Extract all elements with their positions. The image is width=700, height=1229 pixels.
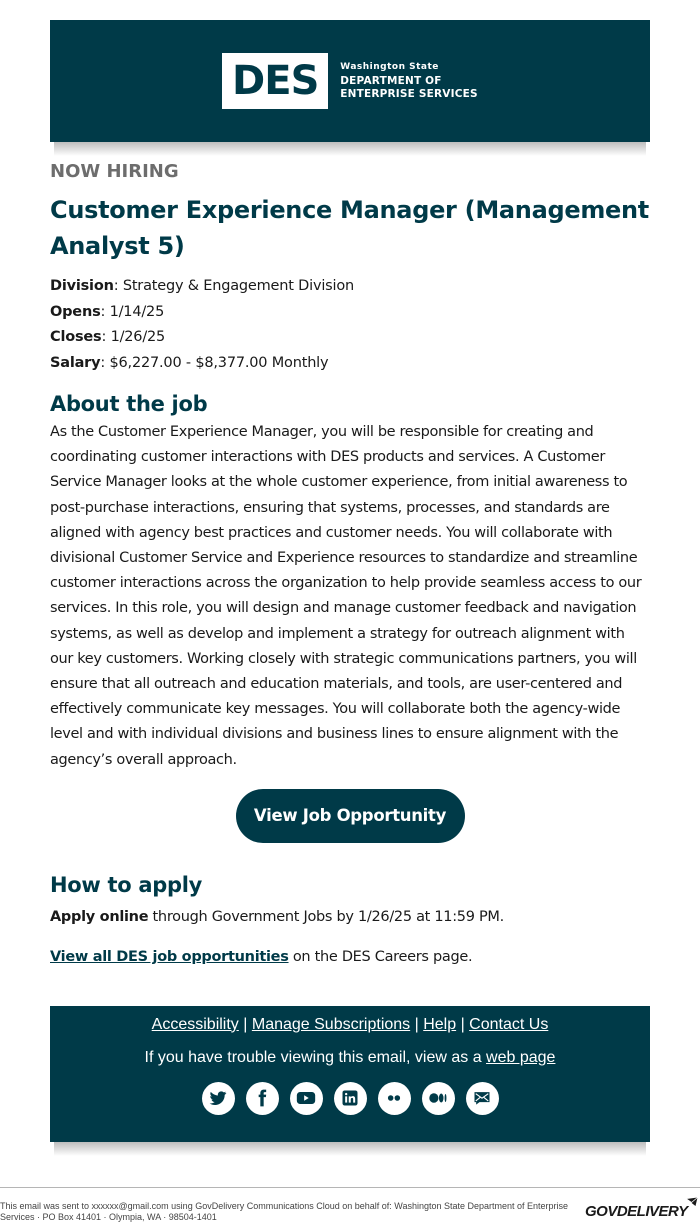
facebook-icon[interactable] <box>246 1082 279 1115</box>
detail-closes: Closes: 1/26/25 <box>50 329 166 345</box>
contact-us-link[interactable]: Contact Us <box>469 1015 549 1033</box>
accessibility-link[interactable]: Accessibility <box>151 1015 239 1033</box>
detail-division: Division: Strategy & Engagement Division <box>50 278 355 294</box>
govdelivery-logo[interactable]: GOVDELIVERY <box>585 1203 688 1220</box>
linkedin-icon[interactable] <box>334 1082 367 1115</box>
view-job-opportunity-button[interactable]: View Job Opportunity <box>236 789 465 843</box>
logo-state: Washington State <box>340 61 439 72</box>
view-all-line: View all DES job opportunities on the DES Careers page. <box>50 948 473 965</box>
manage-subscriptions-link[interactable]: Manage Subscriptions <box>251 1015 411 1033</box>
des-logo[interactable] <box>222 53 478 109</box>
web-page-link[interactable]: web page <box>486 1048 556 1066</box>
job-title: Customer Experience Manager (Management Analyst 5) <box>50 196 649 260</box>
footer-view-line: If you have trouble viewing this email, view as a web page <box>144 1048 556 1066</box>
apply-instructions: Apply online through Government Jobs by 1/26/25 at 11:59 PM. <box>50 908 504 925</box>
govdelivery-bar <box>0 1187 700 1229</box>
detail-opens: Opens: 1/14/25 <box>50 303 165 320</box>
about-heading: About the job <box>50 392 208 416</box>
logo-dept-line1: DEPARTMENT OF <box>340 74 442 87</box>
now-hiring-label: NOW HIRING <box>50 161 179 182</box>
header-shadow <box>54 142 646 156</box>
sent-notice: This email was sent to xxxxxx@gmail.com using GovDelivery Communications Cloud on behalf of: Washington State Department of Enterprise Services · PO Box 41401 · Olympia, WA · 98504-1401 <box>0 1201 569 1222</box>
footer-shadow <box>54 1142 646 1156</box>
flickr-icon[interactable] <box>378 1082 411 1115</box>
view-all-jobs-link[interactable]: View all DES job opportunities <box>50 948 289 965</box>
detail-salary: Salary: $6,227.00 - $8,377.00 Monthly <box>50 354 329 371</box>
job-details <box>50 274 650 376</box>
logo-dept-line2: ENTERPRISE SERVICES <box>340 87 478 100</box>
twitter-icon[interactable] <box>202 1082 235 1115</box>
medium-icon[interactable] <box>422 1082 455 1115</box>
cta-wrap <box>50 789 650 843</box>
footer <box>50 1006 650 1142</box>
about-body: As the Customer Experience Manager, you will be responsible for creating and coordinating customer interactions with DES products and services. A Customer Service Manager looks at the whole customer experience, from initial awareness to post-purchase interactions, ensuring that systems, processes, and standards are aligned with agency best practices and customer needs. You will collaborate with divisional Customer Service and Experience resources to standardize and streamline customer interactions across the organization to help provide seamless access to our services. In this role, you will design and manage customer feedback and navigation systems, as well as develop and implement a strategy for outreach alignment with our key customers. Working closely with strategic communications partners, you will ensure that all outreach and education materials, and tools, are user-centered and effectively communicate key messages. You will collaborate both the agency-wide level and with individual divisions and business lines to ensure alignment with the agency’s overall approach. <box>50 424 642 768</box>
footer-links: Accessibility | Manage Subscriptions | Help | Contact Us <box>151 1015 549 1033</box>
social-icons <box>50 1082 650 1115</box>
youtube-icon[interactable] <box>290 1082 323 1115</box>
email-container <box>50 20 650 1156</box>
logo-wordmark <box>340 62 478 101</box>
envelope-icon <box>686 1197 699 1208</box>
help-link[interactable]: Help <box>423 1015 457 1033</box>
apply-heading: How to apply <box>50 872 203 897</box>
logo-mark <box>222 53 328 109</box>
header-banner <box>50 20 650 142</box>
email-icon[interactable] <box>466 1082 499 1115</box>
logo-letters: DES <box>232 58 319 104</box>
